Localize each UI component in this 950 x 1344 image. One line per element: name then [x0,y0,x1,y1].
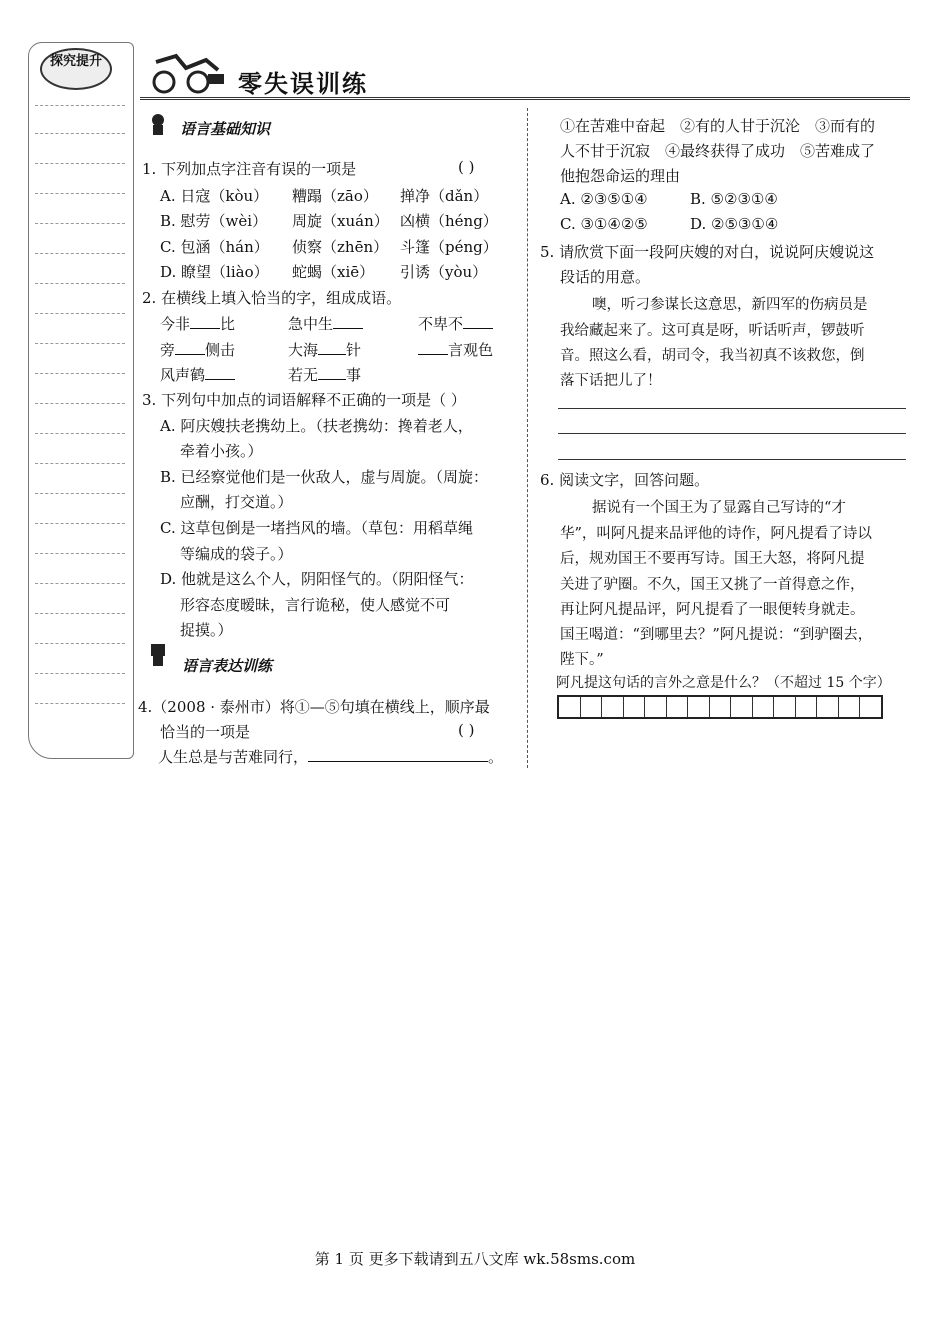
q4-opt-c: C. ③①④②⑤ [560,215,648,233]
q1-b3: 凶横（héng） [400,212,498,230]
q1-stem: 1. 下列加点字注音有误的一项是 [142,160,357,178]
q2-r1: 今非 比 [160,315,236,333]
q2-r2: 旁 侧击 [160,341,236,359]
q5-p4: 落下话把儿了！ [560,373,662,389]
q5-l1: 5. 请欣赏下面一段阿庆嫂的对白，说说阿庆嫂说这 [540,243,875,261]
section-basic: 语言基础知识 [180,120,271,138]
q3-b1: B. 已经察觉他们是一伙敌人，虚与周旋。（周旋： [160,468,489,486]
header-rule [140,97,910,100]
q6-p3: 后，规劝国王不要再写诗。国王大怒，将阿凡提 [560,551,865,567]
q3-a1: A. 阿庆嫂扶老携幼上。（扶老携幼：搀着老人， [160,417,473,435]
mascot-icon [145,112,171,138]
q5-l2: 段话的用意。 [560,268,651,286]
notes-margin [28,42,134,759]
q6-p2: 华”，叫阿凡提来品评他的诗作，阿凡提看了诗以 [560,526,872,542]
answer-line[interactable] [558,433,906,434]
q4-c1: ①在苦难中奋起 ②有的人甘于沉沦 ③而有的 [560,117,876,135]
page-footer: 第 1 页 更多下载请到五八文库 wk.58sms.com [314,1250,636,1268]
q1-c1: C. 包涵（hán） [160,238,269,256]
column-divider [527,108,528,768]
q4-c3: 他抱怨命运的理由 [560,167,681,185]
q3-a2: 牵着小孩。） [180,442,263,460]
q3-c2: 等编成的袋子。） [180,545,293,563]
q6-l1: 6. 阅读文字，回答问题。 [540,471,710,489]
q1-a2: 糟蹋（zāo） [292,187,378,205]
q1-c3: 斗篷（péng） [400,238,498,256]
q1-d2: 蛇蝎（xiē） [292,263,375,281]
q5-p3: 音。照这么看，胡司令，我当初真不该救您，倒 [560,348,865,364]
q4-opt-d: D. ②⑤③①④ [690,215,779,233]
answer-line[interactable] [558,408,906,409]
q4-l3: 人生总是与苦难同行， 。 [158,748,504,766]
q2-r2c: 言观色 [418,339,493,360]
q1-b2: 周旋（xuán） [292,212,389,230]
q6-p7: 陛下。” [560,652,604,668]
q2-r3b: 若无 事 [288,366,362,384]
q1-a1: A. 日寇（kòu） [160,187,269,205]
page-title: 零失误训练 [238,70,368,98]
mascot-icon [145,642,171,668]
q2-r1c: 不卑不 [418,313,493,334]
q6-p4: 关进了驴圈。不久，国王又挑了一首得意之作， [560,577,865,593]
q1-c2: 侦察（zhēn） [292,238,389,256]
q1-d1: D. 瞭望（liào） [160,263,269,281]
answer-line[interactable] [558,459,906,460]
q1-b1: B. 慰劳（wèi） [160,212,268,230]
q3-d1: D. 他就是这么个人，阴阳怪气的。（阴阳怪气： [160,570,474,588]
q3-d3: 捉摸。） [180,621,233,639]
q4-paren: ( ) [458,721,475,739]
q1-d3: 引诱（yòu） [400,263,488,281]
q6-p5: 再让阿凡提品评，阿凡提看了一眼便转身就走。 [560,602,865,618]
runner-logo-icon [146,50,226,96]
q2-r3: 风声鹤 [160,364,235,385]
q1-a3: 掸净（dǎn） [400,187,489,205]
section-badge: 探究提升 [40,48,112,90]
q4-l1: 4.（2008 · 泰州市）将①—⑤句填在横线上，顺序最 [138,698,490,716]
q2-stem: 2. 在横线上填入恰当的字，组成成语。 [142,289,402,307]
q5-p2: 我给藏起来了。这可真是呀，听话听声，锣鼓听 [560,323,865,339]
q5-p1: 噢，听刁参谋长这意思，新四军的伤病员是 [592,297,868,313]
q1-paren: ( ) [458,158,475,176]
q4-l2: 恰当的一项是 [160,723,251,741]
q2-r2b: 大海 针 [288,341,362,359]
q4-opt-a: A. ②③⑤①④ [560,190,648,208]
section-expression: 语言表达训练 [182,657,273,675]
q4-opt-b: B. ⑤②③①④ [690,190,778,208]
q3-d2: 形容态度暧昧，言行诡秘，使人感觉不可 [180,596,451,614]
q3-b2: 应酬，打交道。） [180,493,293,511]
answer-grid[interactable] [557,695,883,719]
q6-ask: 阿凡提这句话的言外之意是什么？（不超过 15 个字） [556,675,891,691]
q6-p1: 据说有一个国王为了显露自己写诗的“才 [592,500,846,516]
q3-stem: 3. 下列句中加点的词语解释不正确的一项是（ ） [142,391,466,409]
q3-c1: C. 这草包倒是一堵挡风的墙。（草包：用稻草绳 [160,519,473,537]
q4-c2: 人不甘于沉寂 ④最终获得了成功 ⑤苦难成了 [560,142,876,160]
q2-r1b: 急中生 [288,313,363,334]
q6-p6: 国王喝道：“到哪里去？”阿凡提说：“到驴圈去， [560,627,873,643]
